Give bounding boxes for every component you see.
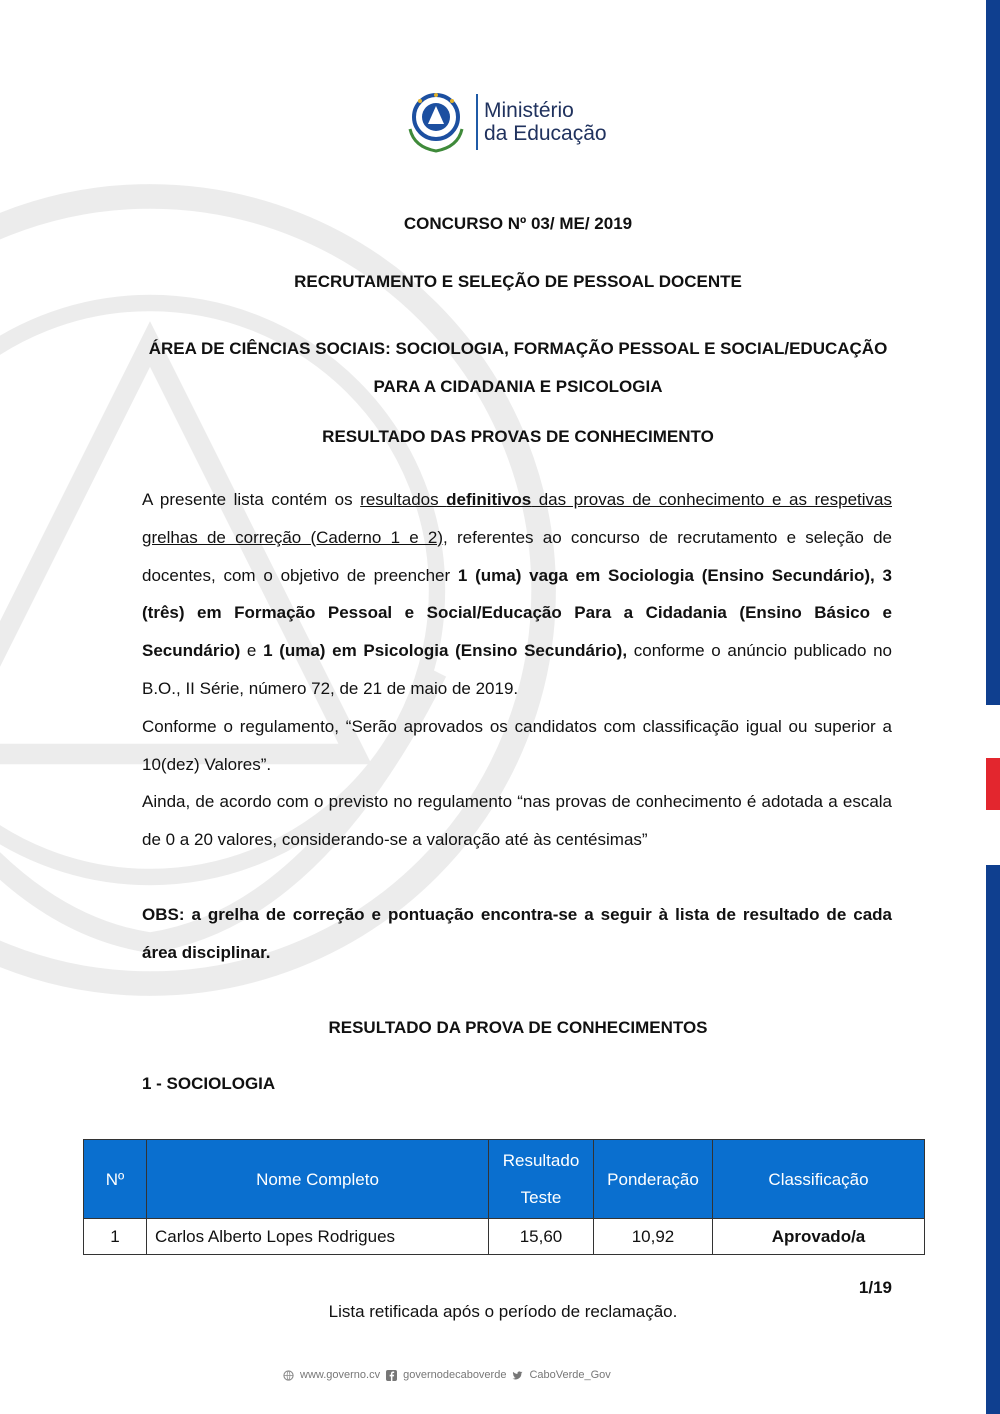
- vaga-sociologia: 1 (uma) vaga em Sociologia (Ensino Secundário), 3 (três) em Formação Pessoal e Social/Educação Para a Cidadania (Ensino Básico e Secundário): [142, 565, 892, 661]
- cell-ponderacao: 10,92: [594, 1219, 713, 1255]
- heading-recrutamento: RECRUTAMENTO E SELEÇÃO DE PESSOAL DOCENTE: [294, 272, 742, 291]
- escala-paragraph: Ainda, de acordo com o previsto no regulamento “nas provas de conhecimento é adotada a escala de 0 a 20 valores, considerando-se a valoração até às centésimas”: [142, 792, 892, 849]
- table-header-row: [84, 1140, 925, 1219]
- cell-num: 1: [84, 1219, 147, 1255]
- logo-line2: da Educação: [484, 122, 607, 145]
- header-num: Nº: [84, 1140, 147, 1219]
- intro-paragraph: A presente lista contém os resultados definitivos das provas de conhecimento e as respetivas grelhas de correção (Caderno 1 e 2), referentes ao concurso de recrutamento e seleção de docentes, com o objetivo de preencher 1 (uma) vaga em Sociologia (Ensino Secundário), 3 (três) em Formação Pessoal e Social/Educação Para a Cidadania (Ensino Básico e Secundário) e 1 (uma) em Psicologia (Ensino Secundário), conforme o anúncio publicado no B.O., II Série, número 72, de 21 de maio de 2019.: [142, 490, 893, 698]
- side-bar-blue-bottom: [986, 865, 1000, 1414]
- heading-area-line2: PARA A CIDADANIA E PSICOLOGIA: [373, 377, 663, 396]
- header-ponderacao: Ponderação: [594, 1140, 713, 1219]
- logo-divider: [476, 94, 478, 150]
- ministry-logo: [400, 88, 640, 156]
- logo-line1: Ministério: [484, 99, 574, 122]
- facebook-icon: [386, 1370, 397, 1381]
- coat-of-arms-icon: [400, 89, 472, 155]
- intro-link-resultados: resultados definitivos das provas de conhecimento e as respetivas grelhas de correção (Caderno 1 e 2): [142, 490, 892, 547]
- twitter-icon: [512, 1370, 523, 1381]
- globe-icon: [283, 1370, 294, 1381]
- logo-wordmark: [484, 99, 607, 145]
- heading-area: [0, 330, 1000, 406]
- results-table: [83, 1139, 925, 1255]
- cell-nome: Carlos Alberto Lopes Rodrigues: [147, 1219, 489, 1255]
- obs-paragraph: OBS: a grelha de correção e pontuação encontra-se a seguir à lista de resultado de cada área disciplinar.: [142, 905, 892, 962]
- cell-classificacao: Aprovado/a: [713, 1219, 925, 1255]
- link-twitter[interactable]: CaboVerde_Gov: [529, 1369, 611, 1381]
- heading-concurso: CONCURSO Nº 03/ ME/ 2019: [403, 214, 633, 233]
- vaga-psicologia: 1 (uma) em Psicologia (Ensino Secundário),: [263, 641, 628, 661]
- page-number: 1/19: [858, 1278, 892, 1297]
- side-bar-red: [986, 758, 1000, 810]
- footer-links: [283, 1369, 611, 1381]
- heading-area-line1: ÁREA DE CIÊNCIAS SOCIAIS: SOCIOLOGIA, FORMAÇÃO PESSOAL E SOCIAL/EDUCAÇÃO: [148, 339, 888, 358]
- table-row: [84, 1219, 925, 1255]
- footer-note: Lista retificada após o período de reclamação.: [328, 1302, 678, 1321]
- link-facebook[interactable]: governodecaboverde: [403, 1369, 507, 1381]
- intro-text: A presente lista contém os: [142, 490, 361, 509]
- regulamento-paragraph: Conforme o regulamento, “Serão aprovados os candidatos com classificação igual ou superior a 10(dez) Valores”.: [142, 717, 892, 774]
- header-nome: Nome Completo: [147, 1140, 489, 1219]
- heading-resultado-provas: RESULTADO DAS PROVAS DE CONHECIMENTO: [322, 427, 714, 446]
- link-website[interactable]: www.governo.cv: [300, 1369, 381, 1381]
- section-title: RESULTADO DA PROVA DE CONHECIMENTOS: [328, 1018, 708, 1037]
- header-resultado: Resultado Teste: [489, 1140, 594, 1219]
- section-subtitle: 1 - SOCIOLOGIA: [142, 1074, 276, 1093]
- cell-resultado: 15,60: [489, 1219, 594, 1255]
- header-classificacao: Classificação: [713, 1140, 925, 1219]
